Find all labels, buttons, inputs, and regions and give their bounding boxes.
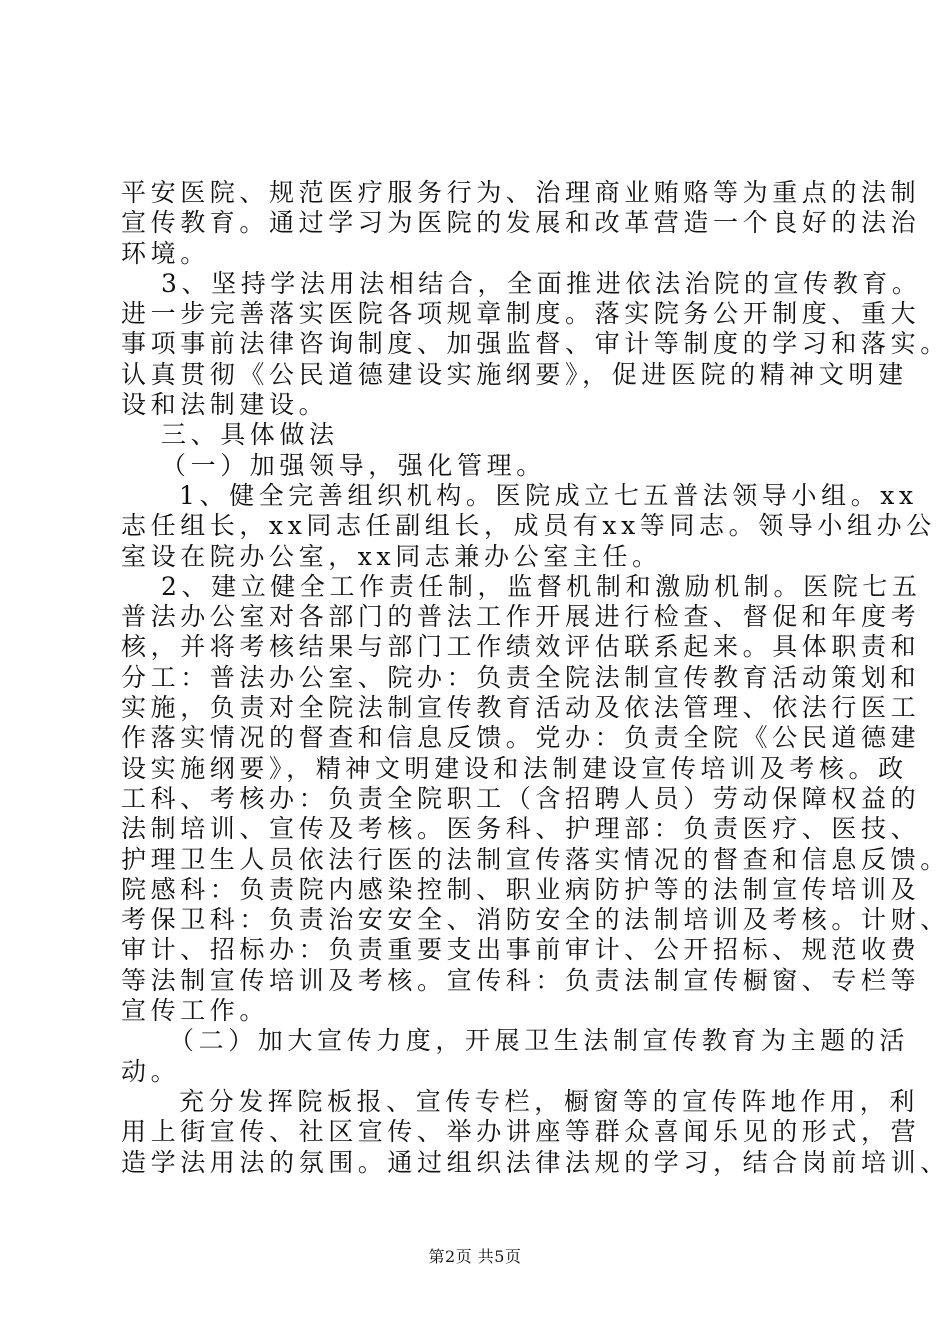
paragraph-3-heading: 3、坚持学法用法相结合，全面推进依法治院的宣传教育。 bbox=[161, 268, 922, 298]
text-line: 设实施纲要》，精神文明建设和法制建设宣传培训及考核。政 bbox=[121, 753, 908, 783]
text-line: 事项事前法律咨询制度、加强监督、审计等制度的学习和落实。 bbox=[121, 329, 950, 359]
text-line: 分工：普法办公室、院办：负责全院法制宣传教育活动策划和 bbox=[121, 662, 921, 692]
subsection-heading: （一）加强领导，强化管理。 bbox=[161, 450, 546, 480]
text-line: 护理卫生人员依法行医的法制宣传落实情况的督查和信息反馈。 bbox=[121, 844, 950, 874]
text-line: 宣传工作。 bbox=[121, 996, 270, 1026]
text-line: 环境。 bbox=[121, 238, 210, 268]
section-heading: 三、具体做法 bbox=[161, 420, 339, 450]
text-line: 作落实情况的督查和信息反馈。党办：负责全院《公民道德建 bbox=[121, 723, 921, 753]
page-number-footer: 第2页 共5页 bbox=[428, 1247, 522, 1266]
text-line: 普法办公室对各部门的普法工作开展进行检查、督促和年度考 bbox=[121, 602, 921, 632]
text-line: 核，并将考核结果与部门工作绩效评估联系起来。具体职责和 bbox=[121, 632, 921, 662]
text-line: 志任组长，xx同志任副组长，成员有xx等同志。领导小组办公 bbox=[121, 511, 936, 541]
text-line: 考保卫科：负责治安安全、消防安全的法制培训及考核。计财、 bbox=[121, 905, 950, 935]
document-body bbox=[121, 178, 950, 1178]
text-line: 室设在院办公室，xx同志兼办公室主任。 bbox=[121, 541, 662, 571]
text-line: 审计、招标办：负责重要支出事前审计、公开招标、规范收费 bbox=[121, 935, 921, 965]
text-line: 动。 bbox=[121, 1056, 181, 1086]
text-line: 法制培训、宣传及考核。医务科、护理部：负责医疗、医技、 bbox=[121, 814, 921, 844]
text-line: 设和法制建设。 bbox=[121, 390, 329, 420]
text-line: 实施，负责对全院法制宣传教育活动及依法管理、依法行医工 bbox=[121, 693, 921, 723]
text-line: 进一步完善落实医院各项规章制度。落实院务公开制度、重大 bbox=[121, 299, 921, 329]
text-line: 院感科：负责院内感染控制、职业病防护等的法制宣传培训及 bbox=[121, 874, 921, 904]
text-line: 认真贯彻《公民道德建设实施纲要》，促进医院的精神文明建 bbox=[121, 359, 908, 389]
text-line: 工科、考核办：负责全院职工（含招聘人员）劳动保障权益的 bbox=[121, 783, 921, 813]
text-line: 充分发挥院板报、宣传专栏，橱窗等的宣传阵地作用，利 bbox=[179, 1086, 920, 1116]
text-line: 宣传教育。通过学习为医院的发展和改革营造一个良好的法治 bbox=[121, 208, 921, 238]
text-line: 2、建立健全工作责任制，监督机制和激励机制。医院七五 bbox=[161, 571, 922, 601]
text-line: 用上街宣传、社区宣传、举办讲座等群众喜闻乐见的形式，营 bbox=[121, 1117, 921, 1147]
text-line: 造学法用法的氛围。通过组织法律法规的学习，结合岗前培训、 bbox=[121, 1147, 950, 1177]
text-line: 等法制宣传培训及考核。宣传科：负责法制宣传橱窗、专栏等 bbox=[121, 965, 921, 995]
text-line: 1、健全完善组织机构。医院成立七五普法领导小组。xx bbox=[179, 480, 918, 510]
text-line: 平安医院、规范医疗服务行为、治理商业贿赂等为重点的法制 bbox=[121, 178, 921, 207]
subsection-heading: （二）加大宣传力度，开展卫生法制宣传教育为主题的活 bbox=[169, 1026, 910, 1056]
